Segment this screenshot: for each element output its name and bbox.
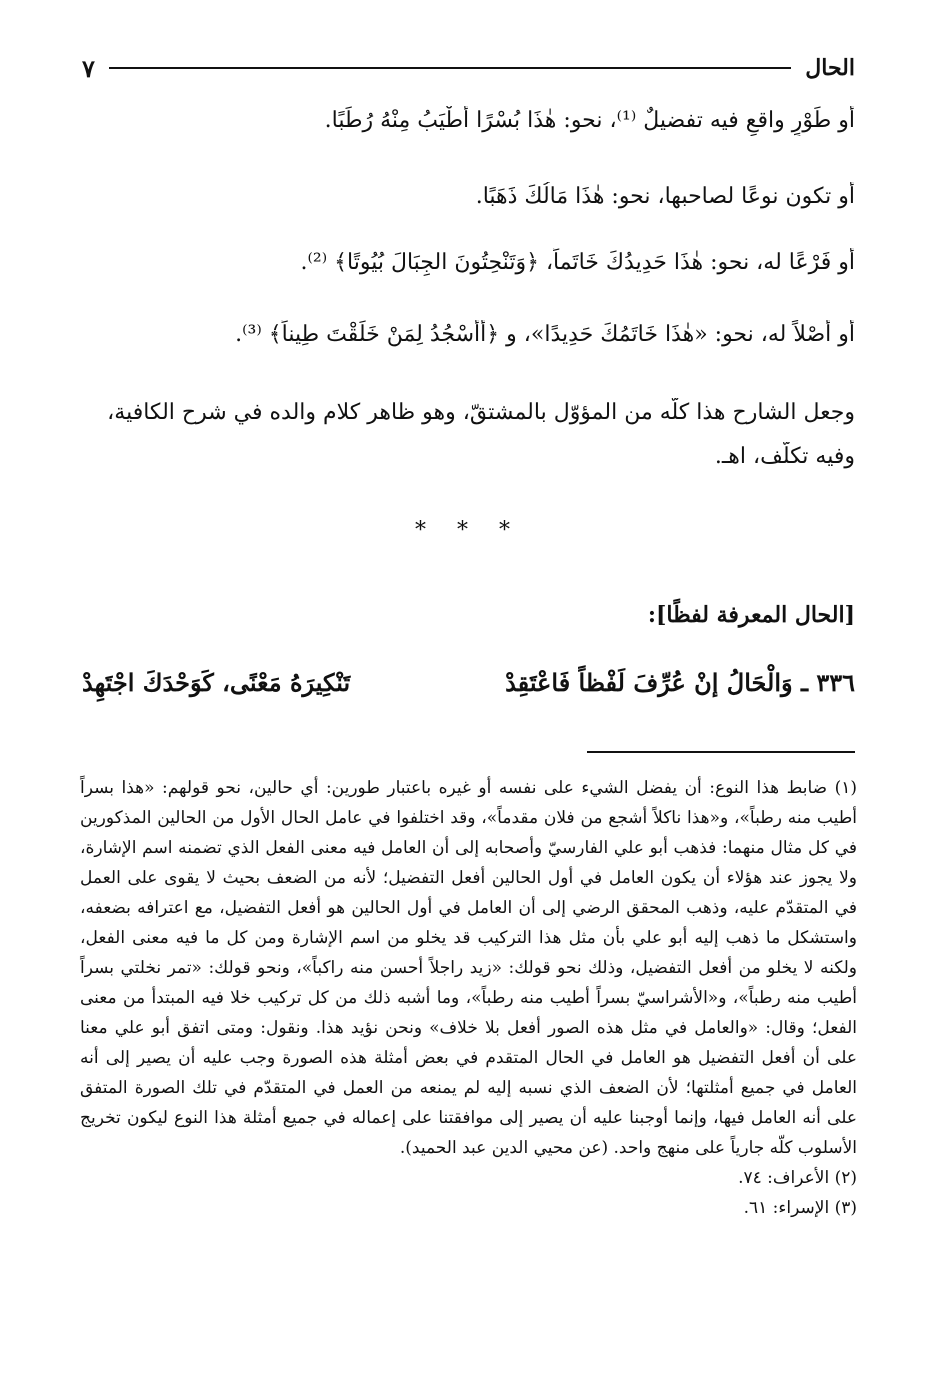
verse-second-hemistich: تَنْكِيرَهُ مَعْنًى، كَوَحْدَكَ اجْتَهِدْ <box>82 668 351 697</box>
body-line-2: أو تكون نوعًا لصاحبها، نحو: هٰذَا مَالُكَ ذَهَبًا. <box>475 184 855 209</box>
chapter-title: الحال <box>805 55 855 81</box>
footnote-number: (١) <box>834 778 858 798</box>
footnotes <box>80 773 857 1223</box>
page-number: ٧ <box>82 53 95 83</box>
footnote-number: (٢) <box>834 1168 857 1188</box>
verse-first-hemistich: ٣٣٦ ـ وَالْحَالُ إنْ عُرِّفَ لَفْظاً فَاعْتَقِدْ <box>505 668 855 697</box>
body-line-4: أو أصْلاً له، نحو: «هٰذَا خَاتَمُكَ حَدِيدًا»، و ﴿أَأَسْجُدُ لِمَنْ خَلَقْتَ طِيناً﴾ ⁽³⁾. <box>235 322 855 347</box>
footnote-1 <box>80 773 857 1163</box>
footnote-text: الإسراء: ٦١. <box>743 1198 830 1218</box>
body-line-6: وفيه تكلّف، اهـ. <box>714 444 855 469</box>
verse-line <box>82 668 855 704</box>
footnote-number: (٣) <box>834 1198 857 1218</box>
body-line-1: أو طَوْرٍ واقعٍ فيه تفضيلٌ ⁽¹⁾، نحو: هٰذَا بُسْرًا أَطْيَبُ مِنْهُ رُطَبًا. <box>324 108 855 133</box>
section-separator: * * * <box>415 518 522 543</box>
running-header <box>82 48 855 88</box>
footnote-2 <box>80 1163 857 1193</box>
footnote-text: الأعراف: ٧٤. <box>738 1168 830 1188</box>
section-title: [الحال المعرفة لفظًا]: <box>647 602 855 628</box>
header-rule <box>109 67 791 69</box>
body-line-5: وجعل الشارح هذا كلّه من المؤوّل بالمشتقّ، وهو ظاهر كلام والده في شرح الكافية، <box>107 400 855 425</box>
footnote-rule <box>587 751 855 753</box>
footnote-3 <box>80 1193 857 1223</box>
footnote-text: ضابط هذا النوع: أن يفضل الشيء على نفسه أو غيره باعتبار طورين: أي حالين، نحو قولهم: «هذا بسراً أطيب منه رطباً»، و«هذا ناكلاً أشجع من فلان مقدماً»، وقد اختلفوا في عامل الحال الأول من الحالين المذكورين في كل مثال منهما: فذهب أبو علي الفارسيّ وأصحابه إلى أن العامل فيه معنى الفعل الذي تضمنه اسم الإشارة، ولا يجوز عند هؤلاء أن يكون العامل في أول الحالين أفعل التفضيل؛ لأنه من الضعف بحيث لا يقوى على العمل في المتقدّم عليه، وذهب المحقق الرضي إلى أن العامل في أول الحالين هو أفعل التفضيل، مع اعترافه بضعفه، واستشكل ما ذهب إليه أبو علي بأن مثل هذا التركيب قد يخلو من اسم الإشارة ومن كل ما فيه معنى الفعل، ولكنه لا يخلو من أفعل التفضيل، وذلك نحو قولك: «زيد راجلاً أحسن منه راكباً»، ونحو قولك: «تمر نخلتي بسراً أطيب منه رطباً»، و«الأشراسيّ بسراً أطيب منه رطباً»، وما أشبه ذلك من كل تركيب خلا فيه المبتدأ من معنى الفعل؛ وقال: «والعامل في مثل هذه الصور أفعل بلا خلاف» ونحن نؤيد هذا. ونقول: ومتى اتفق أبو علي معنا على أن أفعل التفضيل هو العامل في الحال المتقدم في بعض أمثلة هذه الصورة وجب عليه أن يصير إلى أنه العامل في جميع أمثلتها؛ لأن الضعف الذي نسبه إليه لم يمنعه من العمل في المتقدّم في تلك الصورة المتفق على أنه العامل فيها، وإنما أوجبنا عليه أن يصير إلى موافقتنا على إعماله في جميع أمثلة هذا النوع ليكون تخريج الأسلوب كلّه جارياً على منهج واحد. (عن محيي الدين عبد الحميد). <box>80 778 857 1158</box>
body-line-3: أو فَرْعًا له، نحو: هٰذَا حَدِيدُكَ خَاتَماً، ﴿وَتَنْحِتُونَ الجِبَالَ بُيُوتًا﴾ ⁽²⁾. <box>300 250 855 275</box>
